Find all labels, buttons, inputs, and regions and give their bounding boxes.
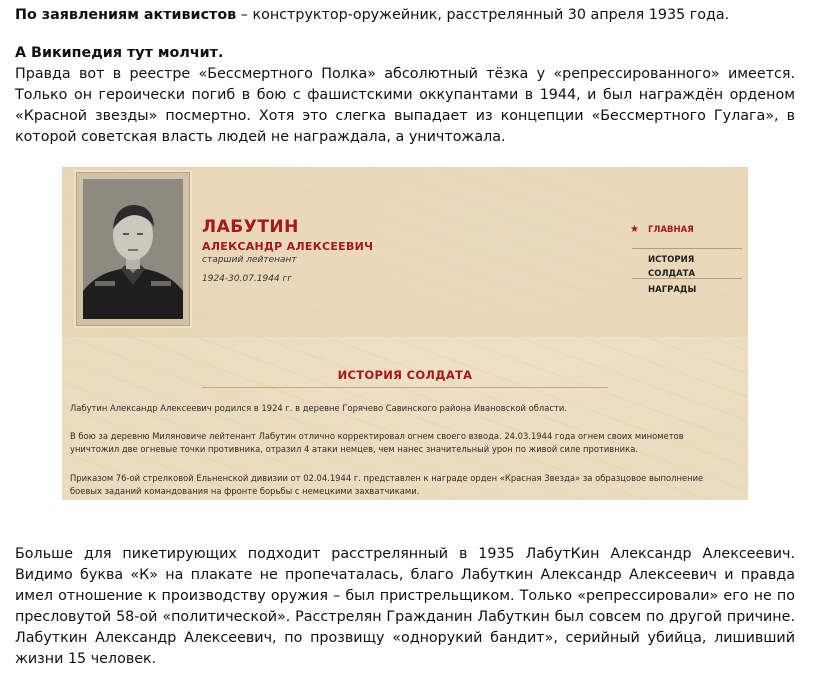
history-title: ИСТОРИЯ СОЛДАТА — [337, 368, 473, 382]
soldier-rank: старший лейтенант — [202, 255, 297, 265]
intro-text: – конструктор-оружейник, расстрелянный 30 апреля 1935 года. — [236, 7, 730, 23]
soldier-surname: ЛАБУТИН — [202, 217, 299, 237]
history-paragraph-3: Приказом 76-ой стрелковой Ельненской дивизии от 02.04.1944 г. представлен к награде орден «Красная Звезда» за образцовое выполнение боевых заданий командования на фронте борьбы с немецкими захватчиками. — [70, 473, 704, 496]
wiki-text: Правда вот в реестре «Бессмертного Полка» абсолютный тёзка у «репрессированного» имеется. Только он героически погиб в бою с фашистскими оккупантами в 1944, и был награждён орденом «Красной звезды» посмертно. Хотя это слегка выпадает из концепции «Бессмертного Гулага», в которой советская власть людей не награждала, а уничтожала. — [15, 66, 795, 145]
menu-item-main-label: ГЛАВНАЯ — [648, 225, 694, 235]
soldier-name: АЛЕКСАНДР АЛЕКСЕЕВИЧ — [202, 240, 374, 253]
memorial-card — [62, 167, 748, 500]
intro-bold: По заявлениям активистов — [15, 7, 237, 23]
history-paragraph-1: Лабутин Александр Алексеевич родился в 1924 г. в деревне Горячево Савинского района Ивановской области. — [70, 403, 567, 413]
menu-item-awards[interactable] — [632, 283, 742, 308]
history-paragraph-2: В бою за деревню Миляновиче лейтенант Лабутин отлично корректировал огнем своего взвода. 24.03.1944 года огнем своих минометов уничтожил две огневые точки противника, отразил 4 атаки немцев, чем нанес значительный урон по живой силе противника. — [70, 431, 684, 454]
star-icon: ★ — [630, 224, 639, 235]
soldier-years: 1924-30.07.1944 гг — [202, 274, 292, 284]
wiki-section — [15, 43, 795, 148]
history-divider — [202, 387, 608, 388]
conclusion-paragraph: Больше для пикетирующих подходит расстрелянный в 1935 ЛабутКин Александр Алексеевич. Видимо буква «К» на плакате не пропечаталась, благо Лабуткин Александр Алексеевич и правда имел отношение к производству оружия – был пристрельщиком. Только «репрессировали» его не по пресловутой 58-ой «политической». Расстрелян Гражданин Лабуткин был совсем по другой причине. Лабуткин Александр Алексеевич, по прозвищу «однорукий бандит», серийный убийца, лишивший жизни 15 человек. — [15, 546, 795, 667]
card-menu — [632, 223, 742, 312]
menu-item-main[interactable] — [632, 223, 742, 249]
wiki-heading: А Википедия тут молчит. — [15, 45, 224, 61]
menu-item-awards-label: НАГРАДЫ — [648, 285, 697, 295]
intro-paragraph — [15, 5, 795, 26]
soldier-portrait — [76, 172, 190, 326]
menu-item-history-label: ИСТОРИЯ СОЛДАТА — [648, 255, 696, 279]
menu-item-history[interactable] — [632, 253, 742, 279]
